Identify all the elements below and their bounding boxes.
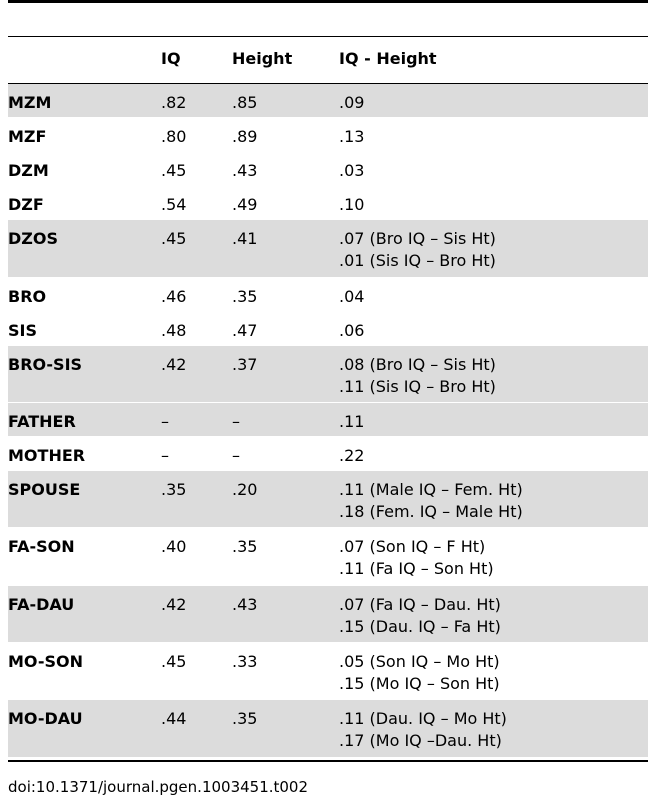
row-label: MOTHER — [8, 446, 86, 465]
row-label: MO-DAU — [8, 709, 83, 728]
iq-height-value — [339, 479, 523, 523]
table-row — [8, 278, 648, 312]
iq-height-line: .10 — [339, 195, 365, 214]
row-label: DZF — [8, 195, 44, 214]
iq-height-value — [339, 320, 364, 342]
iq-value: .42 — [161, 355, 187, 374]
height-value: .35 — [232, 537, 258, 556]
iq-value: .82 — [161, 93, 187, 112]
row-label: DZM — [8, 161, 49, 180]
iq-height-line: .07 (Fa IQ – Dau. Ht) — [339, 595, 501, 614]
iq-height-value — [339, 708, 507, 752]
table-row — [8, 312, 648, 346]
table-header — [8, 37, 648, 83]
row-label: FA-DAU — [8, 595, 75, 614]
table-row — [8, 586, 648, 643]
iq-value: .45 — [161, 229, 187, 248]
iq-height-line: .05 (Son IQ – Mo Ht) — [339, 652, 500, 671]
iq-height-line: .03 — [339, 161, 365, 180]
iq-height-line: .11 (Sis IQ – Bro Ht) — [339, 377, 496, 396]
iq-value: .48 — [161, 321, 187, 340]
iq-value: .45 — [161, 161, 187, 180]
row-label: MZF — [8, 127, 47, 146]
row-label: FATHER — [8, 412, 76, 431]
iq-height-line: .11 — [339, 412, 365, 431]
iq-height-line: .04 — [339, 287, 365, 306]
iq-height-line: .08 (Bro IQ – Sis Ht) — [339, 355, 496, 374]
iq-height-line: .15 (Mo IQ – Son Ht) — [339, 674, 500, 693]
height-value: .37 — [232, 355, 258, 374]
iq-height-value — [339, 286, 364, 308]
iq-value: .35 — [161, 480, 187, 499]
height-value: .43 — [232, 161, 258, 180]
header-iq-height: IQ - Height — [339, 49, 437, 68]
iq-height-line: .11 (Fa IQ – Son Ht) — [339, 559, 494, 578]
iq-height-value — [339, 354, 496, 398]
header-height: Height — [232, 49, 293, 68]
table-row — [8, 186, 648, 220]
row-label: SPOUSE — [8, 480, 81, 499]
table-row — [8, 437, 648, 471]
iq-height-value — [339, 160, 364, 182]
row-label: BRO — [8, 287, 47, 306]
iq-height-value — [339, 594, 501, 638]
table-row — [8, 700, 648, 758]
table-row — [8, 528, 648, 586]
iq-height-value — [339, 194, 364, 216]
row-label: DZOS — [8, 229, 59, 248]
iq-value: .45 — [161, 652, 187, 671]
top-rule — [8, 0, 648, 3]
iq-height-value — [339, 228, 496, 272]
height-value: .49 — [232, 195, 258, 214]
iq-height-line: .01 (Sis IQ – Bro Ht) — [339, 251, 496, 270]
iq-height-line: .07 (Bro IQ – Sis Ht) — [339, 229, 496, 248]
height-value: .43 — [232, 595, 258, 614]
table-row — [8, 118, 648, 152]
iq-value: .46 — [161, 287, 187, 306]
iq-value: – — [161, 412, 169, 431]
table-body — [8, 84, 648, 758]
iq-value: .40 — [161, 537, 187, 556]
iq-height-value — [339, 411, 364, 433]
row-label: BRO-SIS — [8, 355, 83, 374]
iq-height-value — [339, 651, 500, 695]
table-row — [8, 346, 648, 403]
iq-height-line: .07 (Son IQ – F Ht) — [339, 537, 486, 556]
iq-height-line: .15 (Dau. IQ – Fa Ht) — [339, 617, 501, 636]
iq-height-line: .13 — [339, 127, 365, 146]
header-iq: IQ — [161, 49, 181, 68]
height-value: .41 — [232, 229, 258, 248]
table-row — [8, 152, 648, 186]
iq-height-value — [339, 445, 364, 467]
height-value: .89 — [232, 127, 258, 146]
table-row — [8, 643, 648, 700]
iq-value: .54 — [161, 195, 187, 214]
height-value: .33 — [232, 652, 258, 671]
row-label: SIS — [8, 321, 37, 340]
iq-height-value — [339, 126, 364, 148]
height-value: .85 — [232, 93, 258, 112]
table-row — [8, 84, 648, 118]
height-value: .47 — [232, 321, 258, 340]
iq-height-line: .09 — [339, 93, 365, 112]
height-value: – — [232, 446, 240, 465]
height-value: .35 — [232, 287, 258, 306]
iq-height-line: .18 (Fem. IQ – Male Ht) — [339, 502, 523, 521]
iq-height-line: .11 (Male IQ – Fem. Ht) — [339, 480, 523, 499]
iq-value: – — [161, 446, 169, 465]
table-row — [8, 220, 648, 278]
table-row — [8, 471, 648, 528]
row-label: FA-SON — [8, 537, 75, 556]
doi-caption: doi:10.1371/journal.pgen.1003451.t002 — [8, 778, 309, 796]
iq-value: .42 — [161, 595, 187, 614]
iq-height-line: .11 (Dau. IQ – Mo Ht) — [339, 709, 507, 728]
iq-height-line: .22 — [339, 446, 365, 465]
row-label: MZM — [8, 93, 52, 112]
iq-value: .80 — [161, 127, 187, 146]
iq-height-value — [339, 92, 364, 114]
table-row — [8, 403, 648, 437]
height-value: – — [232, 412, 240, 431]
row-label: MO-SON — [8, 652, 83, 671]
height-value: .35 — [232, 709, 258, 728]
height-value: .20 — [232, 480, 258, 499]
iq-value: .44 — [161, 709, 187, 728]
bottom-rule — [8, 760, 648, 762]
iq-height-line: .06 — [339, 321, 365, 340]
iq-height-value — [339, 536, 494, 580]
iq-height-line: .17 (Mo IQ –Dau. Ht) — [339, 731, 502, 750]
